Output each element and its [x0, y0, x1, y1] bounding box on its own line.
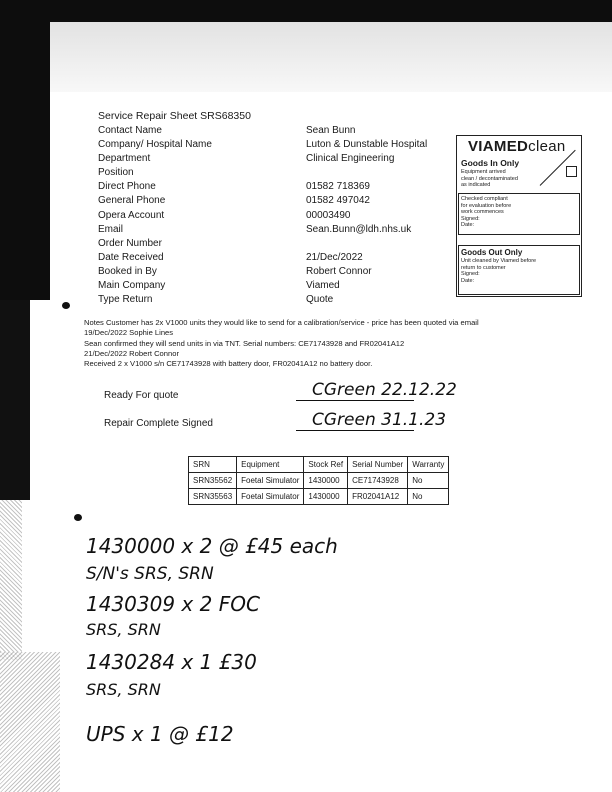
- field-values: [306, 124, 427, 307]
- inner-line: Signed:: [461, 215, 480, 222]
- goods-in-title: Goods In Only: [461, 158, 520, 168]
- handwritten-line: 1430309 x 2 FOC: [86, 592, 260, 616]
- handwritten-line: SRS, SRN: [86, 620, 161, 639]
- col-warranty: Warranty: [408, 457, 449, 473]
- goods-in-line: as indicated: [461, 182, 491, 188]
- field-value: 01582 718369: [306, 181, 370, 193]
- table-cell: CE71743928: [348, 473, 408, 489]
- goods-out-line: Date:: [461, 277, 475, 284]
- scan-edge-left-lower: [0, 300, 30, 500]
- logo-brand: VIAMED: [468, 138, 529, 155]
- col-stock-ref: Stock Ref: [304, 457, 348, 473]
- sheet-title: Service Repair Sheet SRS68350: [98, 110, 251, 122]
- field-label: Email: [98, 223, 124, 235]
- parts-table: [188, 456, 449, 505]
- table-cell: SRN35563: [189, 489, 237, 505]
- field-label: Order Number: [98, 237, 162, 249]
- table-cell: No: [408, 473, 449, 489]
- goods-in-line: clean / decontaminated: [461, 175, 518, 182]
- scan-noise-bottom: [0, 652, 60, 792]
- note-line: 21/Dec/2022 Robert Connor: [84, 348, 179, 358]
- field-value: Sean.Bunn@ldh.nhs.uk: [306, 223, 412, 235]
- ready-signature: CGreen 22.12.22: [312, 380, 457, 400]
- table-header-row: [189, 457, 449, 473]
- repair-complete-label: Repair Complete Signed: [104, 418, 213, 429]
- goods-out-title: Goods Out Only: [461, 248, 523, 257]
- handwritten-line: UPS x 1 @ £12: [86, 722, 234, 746]
- goods-in-text: [461, 169, 551, 189]
- field-label: Booked in By: [98, 265, 157, 277]
- inner-line: work commences: [461, 209, 504, 215]
- inner-line: Date:: [461, 222, 475, 228]
- table-cell: 1430000: [304, 489, 348, 505]
- col-serial-number: Serial Number: [348, 457, 408, 473]
- field-value: 21/Dec/2022: [306, 251, 363, 263]
- col-srn: SRN: [189, 457, 237, 473]
- field-value: Robert Connor: [306, 265, 372, 277]
- ready-for-quote-label: Ready For quote: [104, 390, 179, 401]
- complete-signature: CGreen 31.1.23: [312, 410, 447, 430]
- table-cell: FR02041A12: [348, 489, 408, 505]
- handwritten-line: SRS, SRN: [86, 680, 161, 699]
- field-label: Direct Phone: [98, 181, 156, 193]
- goods-in-inner-text: [461, 196, 511, 229]
- table-cell: SRN35562: [189, 473, 237, 489]
- note-line: Notes Customer has 2x V1000 units they would like to send for a calibration/service - price has been quoted via email: [84, 318, 479, 327]
- viamed-logo: [468, 138, 566, 155]
- scan-edge-left: [0, 0, 50, 300]
- field-label: Date Received: [98, 251, 164, 263]
- note-line: Sean confirmed they will send units in via TNT. Serial numbers: CE71743928 and FR02041A12: [84, 338, 405, 348]
- table-row: [189, 489, 449, 505]
- handwritten-line: S/N's SRS, SRN: [86, 564, 214, 584]
- field-value: Clinical Engineering: [306, 153, 395, 165]
- field-value: Sean Bunn: [306, 125, 356, 136]
- table-cell: Foetal Simulator: [237, 473, 304, 489]
- inner-line: Checked compliant: [461, 196, 508, 202]
- note-line: 19/Dec/2022 Sophie Lines: [84, 328, 174, 338]
- field-label: Type Return: [98, 294, 153, 306]
- field-value: 00003490: [306, 209, 351, 221]
- notes-block: [84, 318, 584, 369]
- field-label: Contact Name: [98, 125, 162, 136]
- goods-out-line: return to customer: [461, 264, 506, 271]
- scan-shadow: [50, 22, 612, 92]
- field-value: Luton & Dunstable Hospital: [306, 139, 428, 151]
- field-labels: [98, 124, 212, 307]
- goods-in-checkbox[interactable]: [566, 166, 577, 177]
- complete-sign-line: [296, 430, 414, 431]
- table-cell: No: [408, 489, 449, 505]
- goods-out-line: Unit cleaned by Viamed before: [461, 258, 537, 264]
- table-row: [189, 473, 449, 489]
- field-value: Viamed: [306, 280, 340, 292]
- table-cell: Foetal Simulator: [237, 489, 304, 505]
- logo-suffix: clean: [528, 138, 566, 155]
- table-cell: 1430000: [304, 473, 348, 489]
- field-label: Position: [98, 167, 134, 179]
- field-label: Department: [98, 153, 151, 165]
- field-label: General Phone: [98, 195, 166, 207]
- field-value: [306, 166, 427, 180]
- col-equipment: Equipment: [237, 457, 304, 473]
- handwritten-line: 1430000 x 2 @ £45 each: [86, 534, 338, 558]
- field-label: Main Company: [98, 280, 166, 292]
- goods-out-text: [461, 258, 536, 284]
- field-label: Company/ Hospital Name: [98, 139, 212, 151]
- punch-hole-mark: [62, 302, 70, 309]
- field-value: 01582 497042: [306, 195, 370, 207]
- goods-out-line: Signed:: [461, 271, 480, 277]
- handwritten-line: 1430284 x 1 £30: [86, 650, 257, 674]
- note-line: Received 2 x V1000 s/n CE71743928 with battery door, FR02041A12 no battery door.: [84, 359, 373, 369]
- field-value: Quote: [306, 294, 334, 306]
- punch-hole-mark: [74, 514, 82, 521]
- field-label: Opera Account: [98, 209, 165, 221]
- field-value: [306, 237, 427, 251]
- goods-in-line: Equipment arrived: [461, 169, 506, 175]
- scan-edge-top: [0, 0, 612, 22]
- ready-sign-line: [296, 400, 414, 401]
- scan-noise: [0, 500, 22, 660]
- inner-line: for evaluation before: [461, 202, 512, 209]
